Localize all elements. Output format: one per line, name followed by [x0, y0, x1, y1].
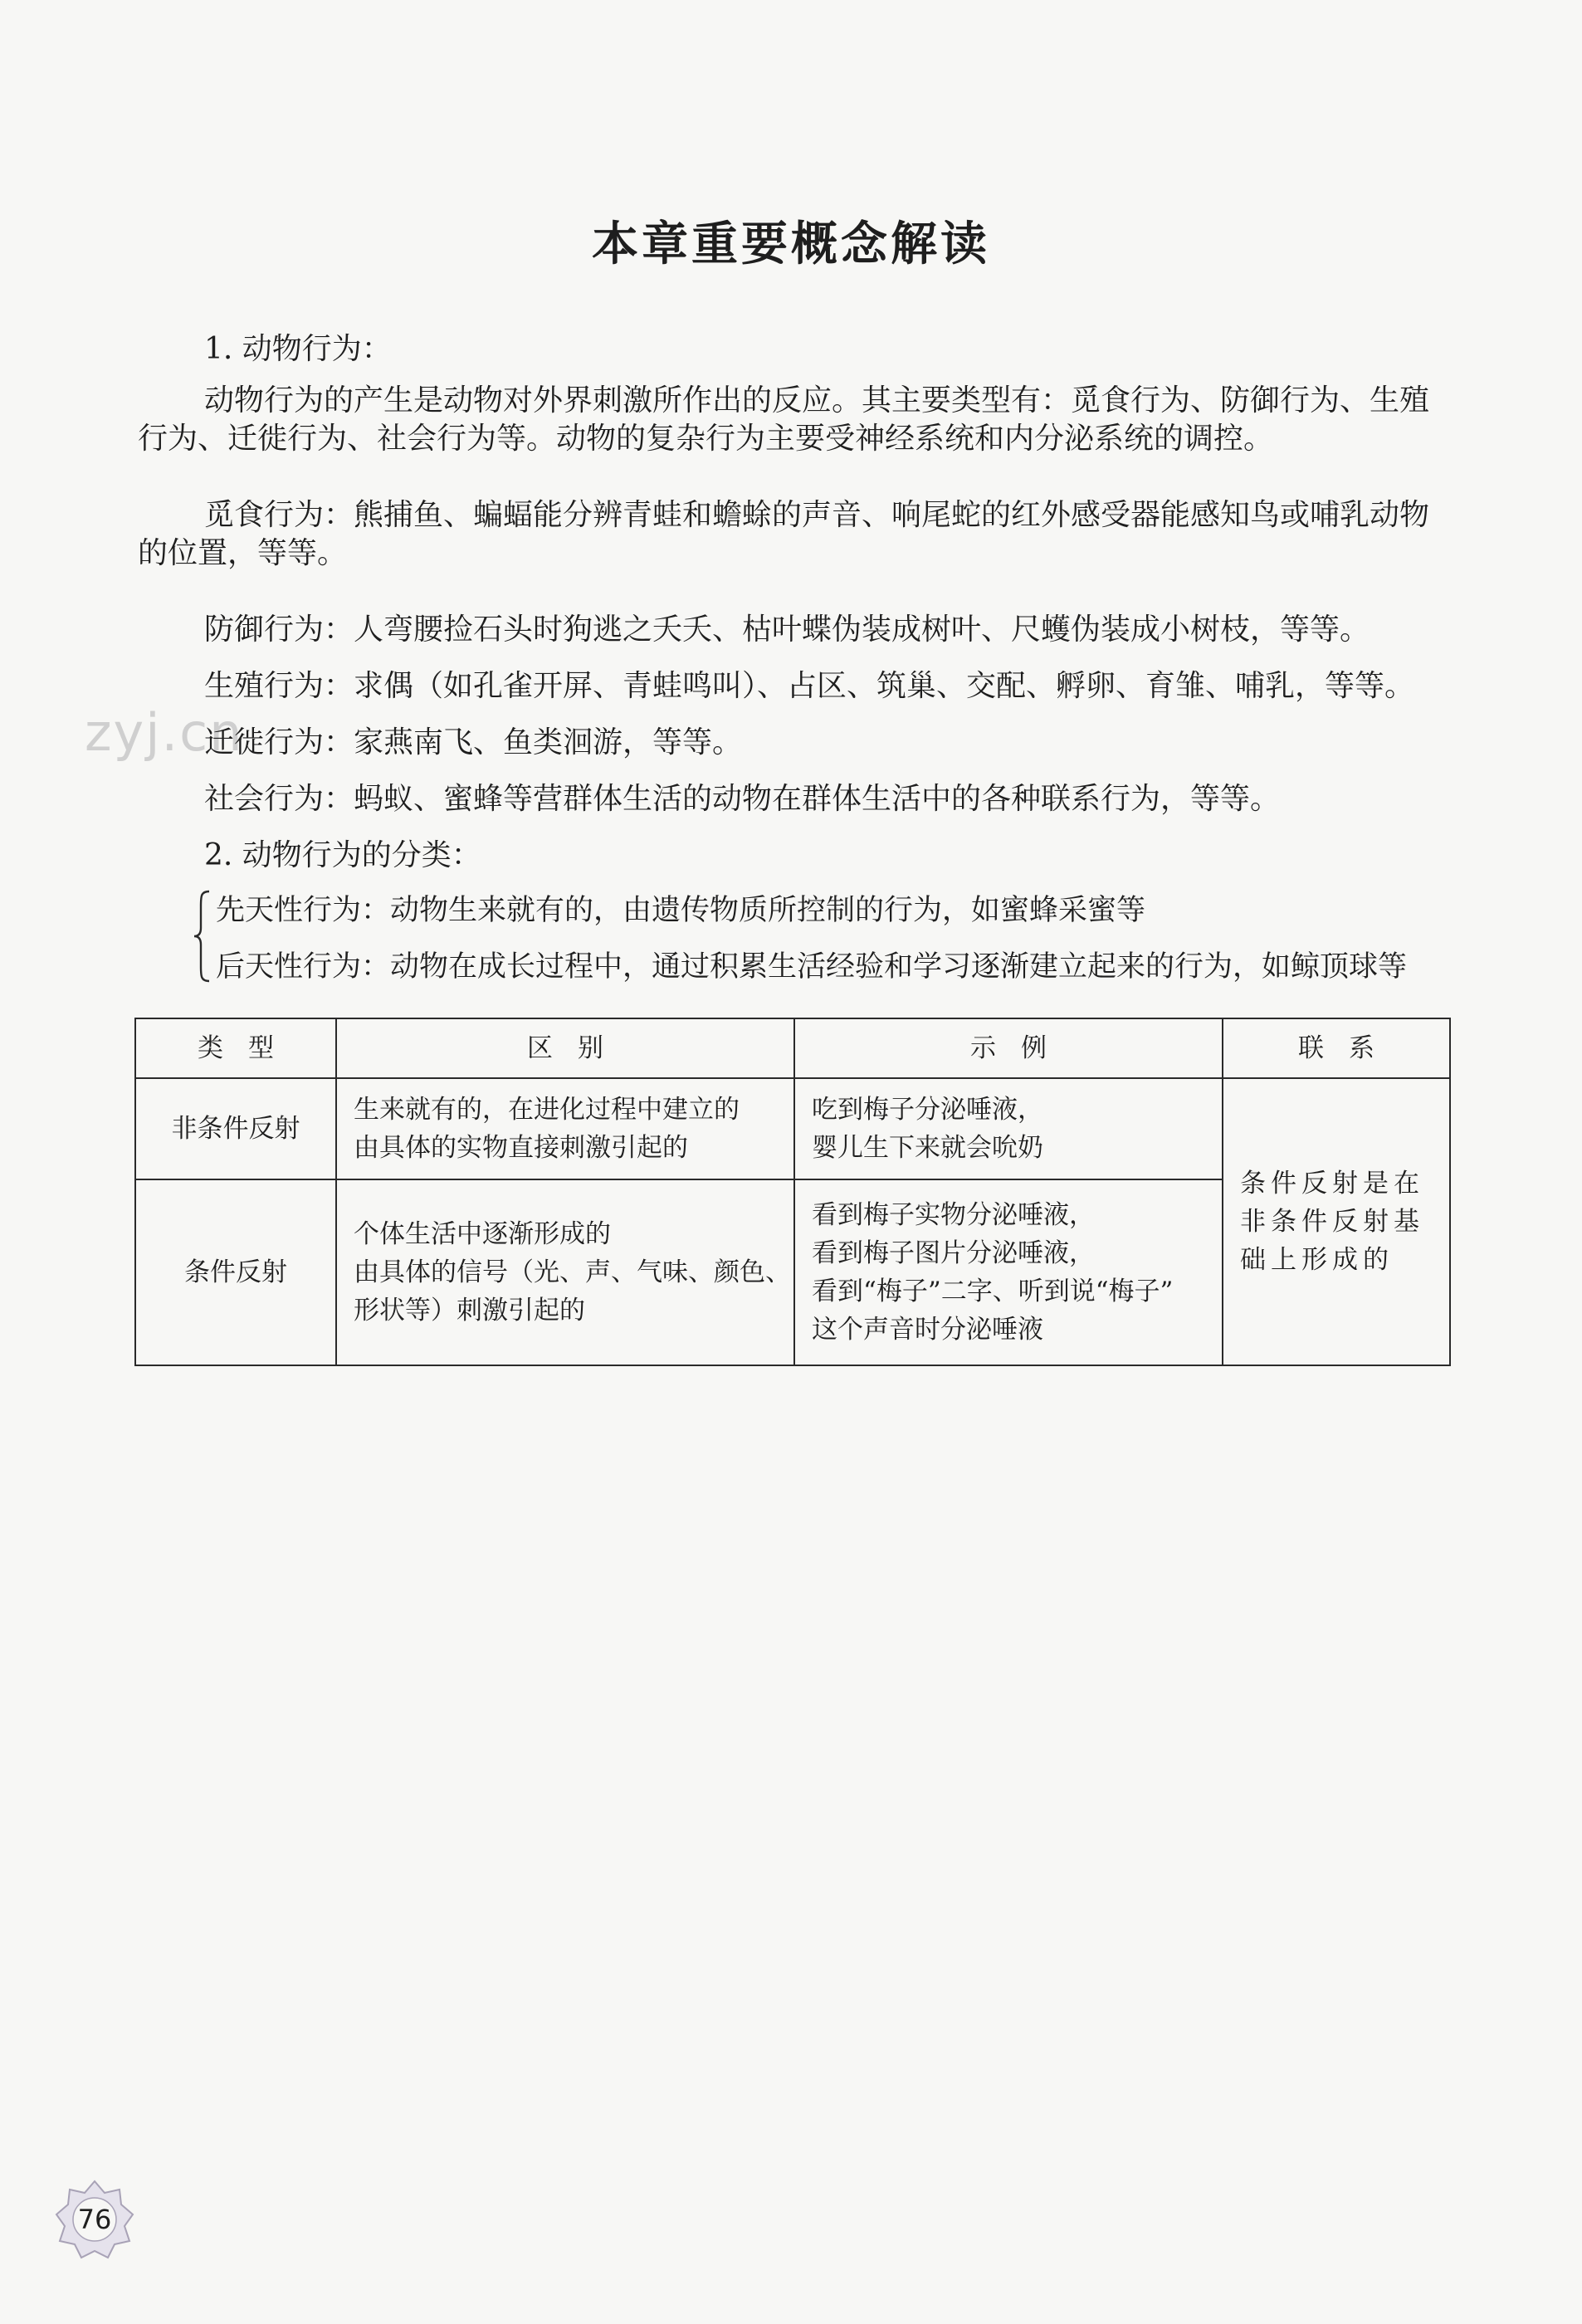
- type-cell: 非条件反射: [135, 1078, 336, 1179]
- difference-line: 个体生活中逐渐形成的: [354, 1219, 611, 1249]
- difference-line: 由具体的实物直接刺激引起的: [354, 1133, 688, 1163]
- example-line: 看到“梅子”二字、听到说“梅子”: [812, 1277, 1174, 1306]
- section-1-intro: 动物行为的产生是动物对外界刺激所作出的反应。其主要类型有：觅食行为、防御行为、生殖行为、迁徙行为、社会行为等。动物的复杂行为主要受神经系统和内分泌系统的调控。: [138, 383, 1430, 456]
- innate-behavior: 先天性行为：动物生来就有的，由遗传物质所控制的行为，如蜜蜂采蜜等: [216, 894, 1146, 927]
- example-line: 婴儿生下来就会吮奶: [812, 1133, 1043, 1163]
- migratory-behavior: 迁徙行为：家燕南飞、鱼类洄游，等等。: [204, 725, 743, 759]
- table-row: [135, 1078, 1450, 1179]
- difference-line: 形状等）刺激引起的: [354, 1296, 585, 1326]
- watermark: zyj.cn: [85, 702, 244, 763]
- reflex-comparison-table: [134, 1018, 1451, 1366]
- section-2-heading: 2. 动物行为的分类：: [204, 838, 481, 872]
- difference-cell: [336, 1179, 794, 1365]
- section-1-heading: 1. 动物行为：: [204, 332, 392, 366]
- page-title: 本章重要概念解读: [592, 217, 990, 271]
- example-line: 这个声音时分泌唾液: [812, 1315, 1043, 1345]
- example-cell: [794, 1179, 1223, 1365]
- type-cell: 条件反射: [135, 1179, 336, 1365]
- difference-line: 由具体的信号（光、声、气味、颜色、: [354, 1257, 791, 1287]
- example-cell: [794, 1078, 1223, 1179]
- header-link: 联系: [1223, 1018, 1450, 1078]
- curly-brace-icon: [193, 890, 211, 983]
- example-line: 看到梅子实物分泌唾液，: [812, 1200, 1095, 1230]
- example-line: 吃到梅子分泌唾液，: [812, 1095, 1043, 1125]
- learned-behavior: 后天性行为：动物在成长过程中，通过积累生活经验和学习逐渐建立起来的行为，如鲸顶球等: [216, 950, 1408, 984]
- difference-cell: [336, 1078, 794, 1179]
- reproductive-behavior: 生殖行为：求偶（如孔雀开屏、青蛙鸣叫）、占区、筑巢、交配、孵卵、育雏、哺乳，等等。: [204, 669, 1415, 703]
- example-line: 看到梅子图片分泌唾液，: [812, 1238, 1095, 1268]
- social-behavior: 社会行为：蚂蚁、蜜蜂等营群体生活的动物在群体生活中的各种联系行为，等等。: [204, 782, 1281, 816]
- difference-line: 生来就有的，在进化过程中建立的: [354, 1095, 740, 1125]
- header-difference: 区别: [336, 1018, 794, 1078]
- header-type: 类型: [135, 1018, 336, 1078]
- header-example: 示例: [794, 1018, 1223, 1078]
- table-header-row: [135, 1018, 1450, 1078]
- link-text: 条件反射是在非条件反射基础上形成的: [1240, 1169, 1424, 1275]
- page-number: 76: [77, 2204, 112, 2235]
- link-cell: [1223, 1078, 1450, 1365]
- foraging-behavior: 觅食行为：熊捕鱼、蝙蝠能分辨青蛙和蟾蜍的声音、响尾蛇的红外感受器能感知鸟或哺乳动物的位置，等等。: [138, 498, 1430, 570]
- defensive-behavior: 防御行为：人弯腰捡石头时狗逃之夭夭、枯叶蝶伪装成树叶、尺蠖伪装成小树枝，等等。: [204, 613, 1370, 647]
